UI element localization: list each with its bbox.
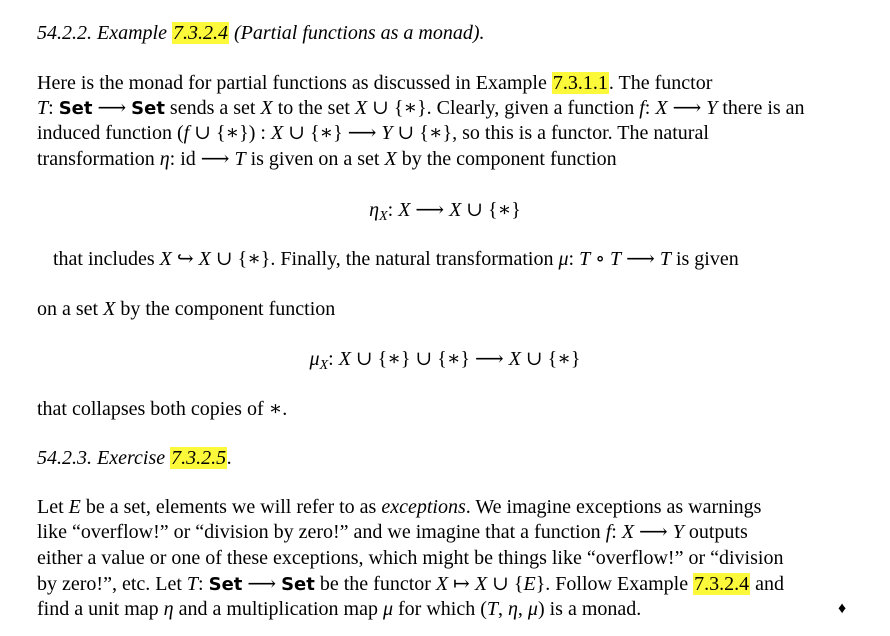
para1-line3: induced function (f ∪ {∗}) : X ∪ {∗} ⟶ Y ∪ {∗}, so this is a functor. The natural: [37, 122, 709, 144]
para4-line1: that collapses both copies of ∗.: [37, 398, 288, 420]
exercise-line4-tail: and: [750, 573, 784, 595]
example-ref-link-7-3-1-1[interactable]: 7.3.1.1: [552, 72, 608, 94]
exercise-line1: Let E be a set, elements we will refer to as exceptions. We imagine exceptions as warnings: [37, 496, 762, 518]
exercise-line2: like “overflow!” or “division by zero!” and we imagine that a function f: X ⟶ Y outputs: [37, 521, 748, 543]
para1-line1-text: Here is the monad for partial functions as discussed in Example: [37, 72, 552, 94]
exercise-line4: by zero!”, etc. Let T: Set ⟶ Set be the functor X ↦ X ∪ {E}. Follow Example 7.3.2.4 and: [37, 573, 784, 595]
end-of-exercise-diamond-icon: ♦: [838, 600, 847, 617]
para1-line1: [37, 70, 712, 96]
exercise-heading: [37, 445, 232, 471]
exercise-heading-prefix: 54.2.3. Exercise: [37, 447, 171, 469]
para3-line1: on a set X by the component function: [37, 298, 336, 320]
para1-line1-text-b: . The functor: [608, 72, 713, 94]
para2-line1: that includes X ↪ X ∪ {∗}. Finally, the natural transformation μ: T ∘ T ⟶ T is given: [53, 248, 739, 270]
para1-line4: transformation η: id ⟶ T is given on a set X by the component function: [37, 148, 617, 170]
exercise-heading-suffix: .: [227, 447, 233, 469]
exercise-line5: find a unit map η and a multiplication map μ for which (T, η, μ) is a monad.: [37, 598, 642, 620]
heading-prefix: 54.2.2. Example: [37, 22, 172, 44]
exercise-line3: either a value or one of these exceptions, which might be things like “overflow!” or “division: [37, 547, 784, 569]
example-ref-link[interactable]: 7.3.2.4: [172, 22, 228, 44]
equation-mu: $\mu_X$: X ∪ {∗} ∪ {∗} ⟶ X ∪ {∗}: [309, 348, 581, 373]
example-ref-link-7-3-2-4[interactable]: 7.3.2.4: [694, 573, 750, 595]
para1-line2: T: Set ⟶ Set sends a set X to the set X ∪ {∗}. Clearly, given a function f: X ⟶ Y there is an: [37, 97, 805, 119]
equation-eta: $\eta_X$: X ⟶ X ∪ {∗}: [369, 199, 521, 224]
heading-suffix: (Partial functions as a monad).: [228, 22, 485, 44]
example-heading: [37, 20, 485, 46]
exercise-ref-link[interactable]: 7.3.2.5: [171, 447, 227, 469]
